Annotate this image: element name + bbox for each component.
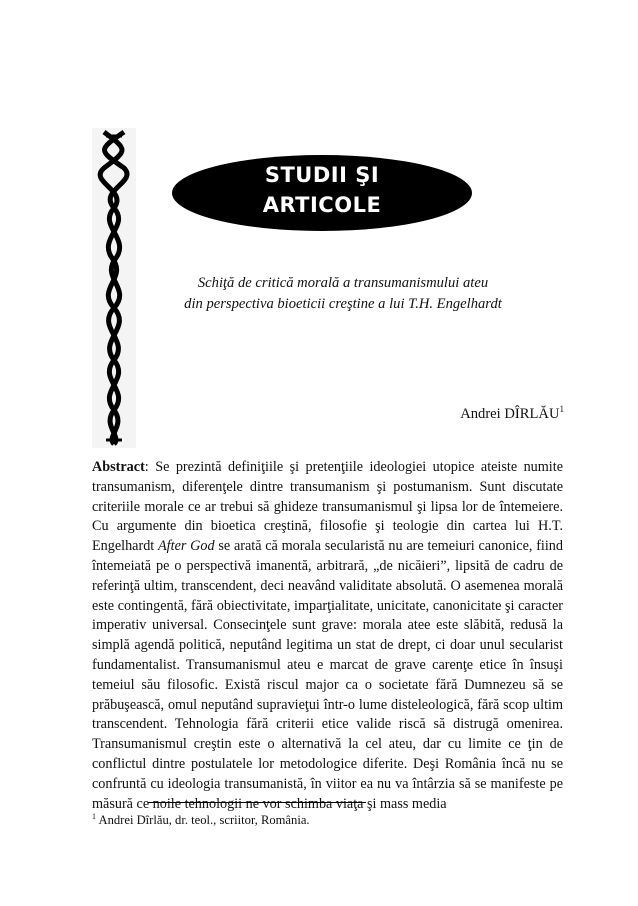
article-title-line-2: din perspectiva bioeticii creştine a lui T.H. Engelhardt xyxy=(184,296,502,312)
article-title xyxy=(150,273,536,315)
section-banner-text xyxy=(172,160,472,220)
author-name: Andrei DÎRLĂU xyxy=(460,406,560,422)
decorative-twisted-rope-ornament xyxy=(92,128,136,448)
footnote-mark: 1 xyxy=(92,811,96,821)
banner-line-2: ARTICOLE xyxy=(262,193,382,217)
author-byline xyxy=(460,406,564,423)
abstract-text-part-1: : Se prezintă definiţiile şi pretenţiile ideologiei utopice ateiste numite transumanism, diferenţele dintre transumanism şi postumanism. Sunt discutate criteriile morale ce ar trebui să ghideze transumanismul şi lipsa lor de întemeiere. Cu argumente din bioetica creştină, filosofie şi teologie din cartea lui H.T. Engelhardt xyxy=(92,459,563,555)
article-title-line-1: Schiţă de critică morală a transumanismului ateu xyxy=(197,275,489,291)
abstract-book-title: After God xyxy=(158,538,215,555)
footnote xyxy=(92,812,310,829)
abstract-text-part-2: se arată că morala secularistă nu are temeiuri canonice, fiind întemeiată pe o perspectivă imanentă, arbitrară, „de nicăieri”, lipsită de cadru de referinţă ultim, transcendent, deci neavând validitate absolută. O asemenea morală este contingentă, fără obiectivitate, imparţialitate, unicitate, canonicitate şi caracter imperativ universal. Consecinţele sunt grave: morala atee este slăbită, redusă la simplă agendă politică, neputând legitima un stat de drept, ci doar unul secularist fundamentalist. Transumanismul ateu e marcat de grave carenţe etice în însuşi temeiul său filosofic. Există riscul major ca o societate fără Dumnezeu să se prăbuşească, omul neputând supravieţui într-o lume disteleologică, fără scop ultim transcendent. Tehnologia fără criterii etice valide riscă să distrugă omenirea. Transumanismul creştin este o alternativă la cel ateu, dar cu limite ce ţin de conflictul dintre postulatele lor metodologice diferite. Deşi România încă nu se confruntă cu ideologia transumanistă, în viitor ea nu va întârzia să se manifeste pe măsură ce noile tehnologii ne vor schimba viaţa şi mass media xyxy=(92,538,563,812)
abstract-label: Abstract xyxy=(92,459,145,475)
abstract-paragraph xyxy=(92,458,563,814)
author-footnote-mark: 1 xyxy=(559,404,564,415)
footnote-separator xyxy=(148,802,366,803)
footnote-text: Andrei Dîrlău, dr. teol., scriitor, România. xyxy=(98,813,310,827)
banner-line-1: STUDII ŞI xyxy=(264,163,380,187)
